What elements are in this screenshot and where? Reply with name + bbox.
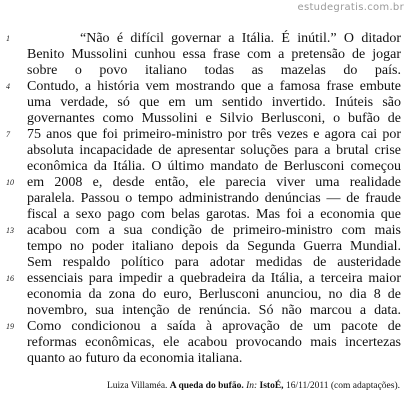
line-text: tempo no poder italiano depois da Segunda Guerra Mundial. — [27, 239, 401, 254]
line-number: 19 — [6, 322, 14, 331]
text-line — [0, 207, 408, 223]
text-line — [0, 79, 408, 95]
line-text: sobre o povo italiano todas as mazelas do país. — [27, 63, 401, 78]
line-number: 10 — [6, 178, 14, 187]
line-number: 1 — [6, 34, 10, 43]
watermark: estudegratis.com.br — [297, 2, 404, 13]
text-line — [0, 159, 408, 175]
text-line — [0, 127, 408, 143]
source-citation — [107, 381, 400, 391]
text-line — [0, 223, 408, 239]
line-number: 13 — [6, 226, 14, 235]
text-line — [0, 191, 408, 207]
source-publication: IstoÉ, — [259, 381, 284, 391]
text-line — [0, 287, 408, 303]
line-text: Benito Mussolini cunhou essa frase com a pretensão de jogar — [27, 47, 401, 62]
line-text: governantes como Mussolini e Silvio Berlusconi, o bufão de — [27, 111, 401, 126]
text-line — [0, 31, 408, 47]
text-line — [0, 239, 408, 255]
line-text: essenciais para impedir a quebradeira da Itália, a terceira maior — [27, 271, 401, 286]
article-text — [0, 31, 408, 367]
line-text: uma verdade, só que em um sentido invertido. Inúteis são — [27, 95, 401, 110]
source-title: A queda do bufão. — [169, 381, 244, 391]
line-text: em 2008 e, desde então, ele parecia viver uma realidade — [27, 175, 401, 190]
text-line — [0, 143, 408, 159]
line-text: acabou com a sua condição de primeiro-ministro com mais — [27, 223, 401, 238]
line-text: Como condicionou a saída à aprovação de um pacote de — [27, 319, 401, 334]
line-text: quanto ao futuro da economia italiana. — [27, 351, 243, 366]
text-line — [0, 271, 408, 287]
line-text: novembro, sua intenção de renúncia. Só não marcou a data. — [27, 303, 401, 318]
line-text: reformas econômicas, ele acabou provocando mais incertezas — [27, 335, 401, 350]
line-text: 75 anos que foi primeiro-ministro por três vezes e agora cai por — [27, 127, 401, 142]
line-text: Contudo, a história vem mostrando que a famosa frase embute — [27, 79, 401, 94]
text-line — [0, 95, 408, 111]
line-number: 7 — [6, 130, 10, 139]
line-text: fiscal a sexo pago com belas garotas. Mas foi a economia que — [27, 207, 401, 222]
text-line — [0, 175, 408, 191]
text-line — [0, 111, 408, 127]
text-line — [0, 303, 408, 319]
text-line — [0, 351, 408, 367]
line-text: “Não é difícil governar a Itália. É inútil.” O ditador — [80, 31, 401, 46]
line-text: Sem respaldo político para adotar medidas de austeridade — [27, 255, 401, 270]
text-line — [0, 63, 408, 79]
line-text: paralela. Passou o tempo administrando denúncias — de fraude — [27, 191, 401, 206]
line-number: 4 — [6, 82, 10, 91]
text-line — [0, 319, 408, 335]
line-text: absoluta incapacidade de apresentar soluções para a brutal crise — [27, 143, 401, 158]
line-text: economia da zona do euro, Berlusconi anunciou, no dia 8 de — [27, 287, 401, 302]
source-in-label: In: — [246, 381, 258, 391]
line-number: 16 — [6, 274, 14, 283]
source-author: Luiza Villaméa. — [106, 381, 168, 391]
source-date: 16/11/2011 (com adaptações). — [285, 381, 400, 391]
text-line — [0, 335, 408, 351]
text-line — [0, 255, 408, 271]
line-text: econômica da Itália. O último mandato de Berlusconi começou — [27, 159, 401, 174]
text-line — [0, 47, 408, 63]
